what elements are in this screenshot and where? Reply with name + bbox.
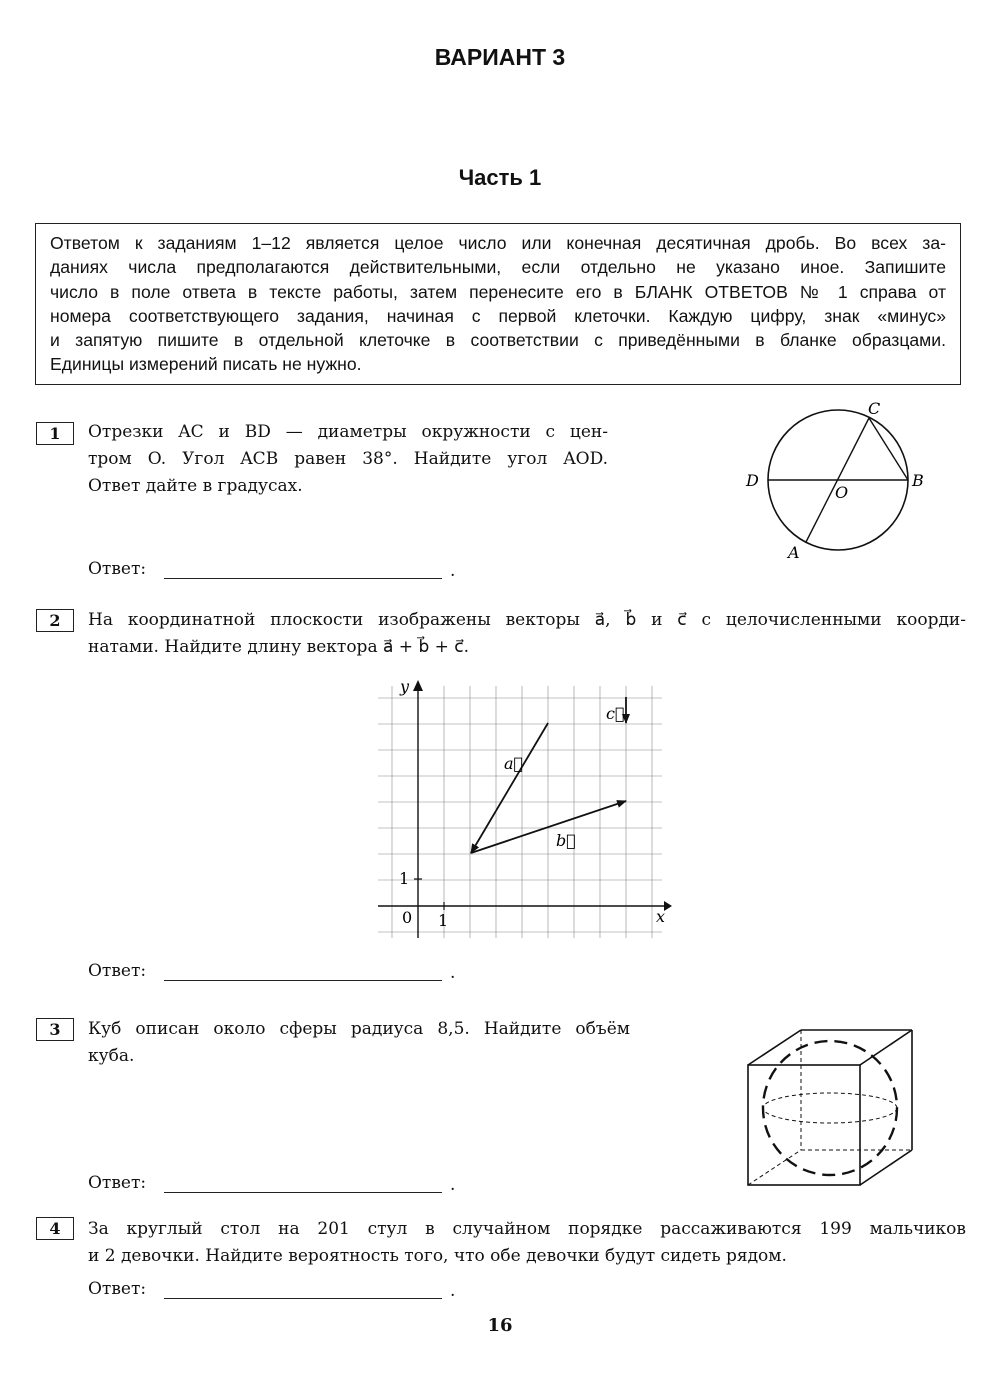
vector-c-label: c⃗: [606, 704, 625, 723]
variant-title: ВАРИАНТ 3: [434, 44, 566, 70]
task-1-circle-figure: [735, 395, 935, 570]
sphere-equator: [763, 1093, 897, 1123]
task-3-number: 3: [36, 1018, 74, 1041]
task-3-answer-field[interactable]: [164, 1192, 442, 1193]
part-title: Часть 1: [458, 165, 542, 190]
task-4-line: и 2 девочки. Найдите вероятность того, что обе девочки будут сидеть рядом.: [88, 1246, 787, 1266]
y-axis-arrow: [413, 680, 423, 691]
cube-edge: [860, 1030, 912, 1065]
cube-hidden-edge: [748, 1150, 801, 1185]
coordinate-grid: [378, 686, 662, 938]
instructions-box: [35, 223, 961, 385]
point-d-label: D: [746, 471, 759, 490]
vector-b-label: b⃗: [556, 831, 576, 850]
task-2-answer-dot: .: [450, 963, 456, 983]
instructions-line: число в поле ответа в тексте работы, затем перенесите его в БЛАНК ОТВЕТОВ № 1 справа от: [50, 281, 946, 302]
task-2-number: 2: [36, 609, 74, 632]
origin-label: 0: [402, 908, 413, 927]
instructions-line: даниях числа предполагаются действительными, если отдельно не указано иное. Запишите: [50, 257, 946, 278]
instructions-line: Ответом к заданиям 1–12 является целое число или конечная десятичная дробь. Во всех за-: [50, 233, 946, 253]
task-4-answer-dot: .: [450, 1281, 456, 1301]
task-3-text: [88, 1016, 630, 1070]
task-1-text: [88, 419, 608, 500]
x-axis-label: x: [656, 907, 666, 926]
task-4-number: 4: [36, 1217, 74, 1240]
task-3-answer-dot: .: [450, 1175, 456, 1195]
task-2-line: натами. Найдите длину вектора a⃗ + b⃗ + c⃗.: [88, 637, 470, 657]
task-1-number: 1: [36, 422, 74, 445]
task-1-answer-dot: .: [450, 561, 456, 581]
task-4-text: [88, 1216, 966, 1270]
task-2-line: На координатной плоскости изображены векторы a⃗, b⃗ и c⃗ с целочисленными коорди-: [88, 610, 966, 630]
task-3-line: Куб описан около сферы радиуса 8,5. Найдите объём: [88, 1019, 630, 1039]
task-1-answer-field[interactable]: [164, 578, 442, 579]
task-4-answer-label: Ответ:: [88, 1279, 147, 1299]
x-axis-arrow: [664, 901, 672, 911]
instructions-line: Единицы измерений писать не нужно.: [50, 354, 362, 375]
instructions-line: и запятую пишите в отдельной клеточке в соответствии с приведёнными в бланке образцами.: [50, 330, 946, 351]
point-o-label: O: [835, 483, 849, 502]
point-a-label: A: [788, 543, 800, 562]
task-2-answer-label: Ответ:: [88, 961, 147, 981]
task-4-line: За круглый стол на 201 стул в случайном порядке рассаживаются 199 мальчиков: [88, 1219, 966, 1239]
vector-a-label: a⃗: [504, 754, 524, 773]
task-4-answer-field[interactable]: [164, 1298, 442, 1299]
task-2-vector-grid-figure: [370, 672, 680, 942]
task-3-line: куба.: [88, 1046, 135, 1066]
task-1-answer-label: Ответ:: [88, 559, 147, 579]
x-tick-label: 1: [438, 911, 449, 930]
vector-a-arrow: [471, 723, 548, 853]
task-2-text: [88, 607, 966, 661]
y-tick-label: 1: [399, 869, 410, 888]
task-3-answer-label: Ответ:: [88, 1173, 147, 1193]
cube-edge: [860, 1150, 912, 1185]
chord-cb: [869, 418, 908, 480]
cube-front-face: [748, 1065, 860, 1185]
task-1-line: тром O. Угол ACB равен 38°. Найдите угол AOD.: [88, 449, 608, 469]
instructions-line: номера соответствующего задания, начиная с первой клеточки. Каждую цифру, знак «минус»: [50, 305, 946, 326]
y-axis-label: y: [400, 677, 410, 696]
vector-b-arrow: [471, 801, 626, 853]
task-2-answer-field[interactable]: [164, 980, 442, 981]
point-b-label: B: [912, 471, 924, 490]
page-number: 16: [487, 1315, 513, 1336]
task-1-line: Ответ дайте в градусах.: [88, 476, 303, 496]
cube-edge: [748, 1030, 801, 1065]
task-3-cube-sphere-figure: [740, 1020, 925, 1200]
point-c-label: C: [868, 399, 881, 418]
task-1-line: Отрезки AC и BD — диаметры окружности с цен-: [88, 422, 608, 442]
sphere-outline: [763, 1041, 897, 1175]
